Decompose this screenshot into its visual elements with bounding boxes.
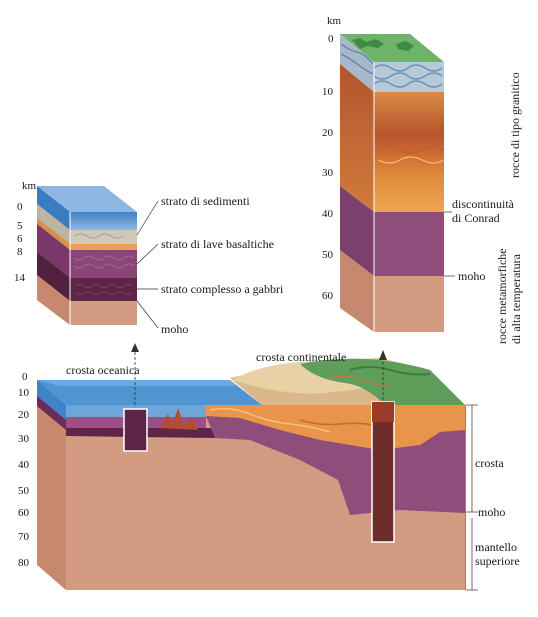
label-conrad-line1: discontinuità	[452, 197, 514, 211]
section-tick-70: 70	[18, 531, 29, 543]
continental-mantle-layer	[374, 276, 444, 332]
oceanic-sample-marker	[124, 409, 147, 451]
continental-tick-50: 50	[322, 249, 333, 261]
continental-sample-marker	[372, 402, 394, 542]
label-continental-crust: crosta continentale	[256, 350, 347, 364]
section-tick-80: 80	[18, 557, 29, 569]
continental-tick-60: 60	[322, 290, 333, 302]
label-crust: crosta	[475, 456, 504, 470]
cross-section-block	[18, 343, 520, 590]
label-metamorphic-line1: rocce metamorfiche	[495, 248, 509, 344]
oceanic-tick-5: 5	[17, 220, 23, 232]
oceanic-tick-6: 6	[17, 233, 23, 245]
continental-tick-40: 40	[322, 208, 333, 220]
continental-tick-0: 0	[328, 33, 334, 45]
label-section-moho: moho	[478, 505, 506, 519]
label-basalt-layer: strato di lave basaltiche	[161, 237, 274, 251]
label-granitic-rocks: rocce di tipo granitico	[508, 72, 522, 178]
section-tick-0: 0	[22, 371, 28, 383]
label-oceanic-moho: moho	[161, 322, 189, 336]
label-metamorphic-line2: di alta temperatura	[509, 254, 523, 344]
section-tick-60: 60	[18, 507, 29, 519]
label-continental-moho: moho	[458, 269, 486, 283]
oceanic-column	[14, 180, 284, 336]
section-tick-50: 50	[18, 485, 29, 497]
label-mantle-line2: superiore	[475, 554, 520, 568]
oceanic-mantle-layer	[70, 301, 137, 325]
label-oceanic-crust: crosta oceanica	[66, 363, 140, 377]
section-tick-20: 20	[18, 409, 29, 421]
section-tick-40: 40	[18, 459, 29, 471]
oceanic-unit-label: km	[22, 180, 37, 192]
oceanic-tick-0: 0	[17, 201, 23, 213]
section-tick-30: 30	[18, 433, 29, 445]
continental-tick-30: 30	[322, 167, 333, 179]
continental-tick-10: 10	[322, 86, 333, 98]
continental-tick-20: 20	[322, 127, 333, 139]
label-sediment-layer: strato di sedimenti	[161, 194, 250, 208]
continental-column	[322, 15, 523, 344]
gabbro-layer	[70, 278, 137, 301]
oceanic-tick-14: 14	[14, 272, 25, 284]
oceanic-tick-8: 8	[17, 246, 23, 258]
label-conrad-line2: di Conrad	[452, 211, 500, 225]
section-tick-10: 10	[18, 387, 29, 399]
continental-unit-label: km	[327, 15, 342, 27]
metamorphic-layer	[374, 212, 444, 276]
label-mantle-line1: mantello	[475, 540, 517, 554]
label-gabbro-layer: strato complesso a gabbri	[161, 282, 284, 296]
